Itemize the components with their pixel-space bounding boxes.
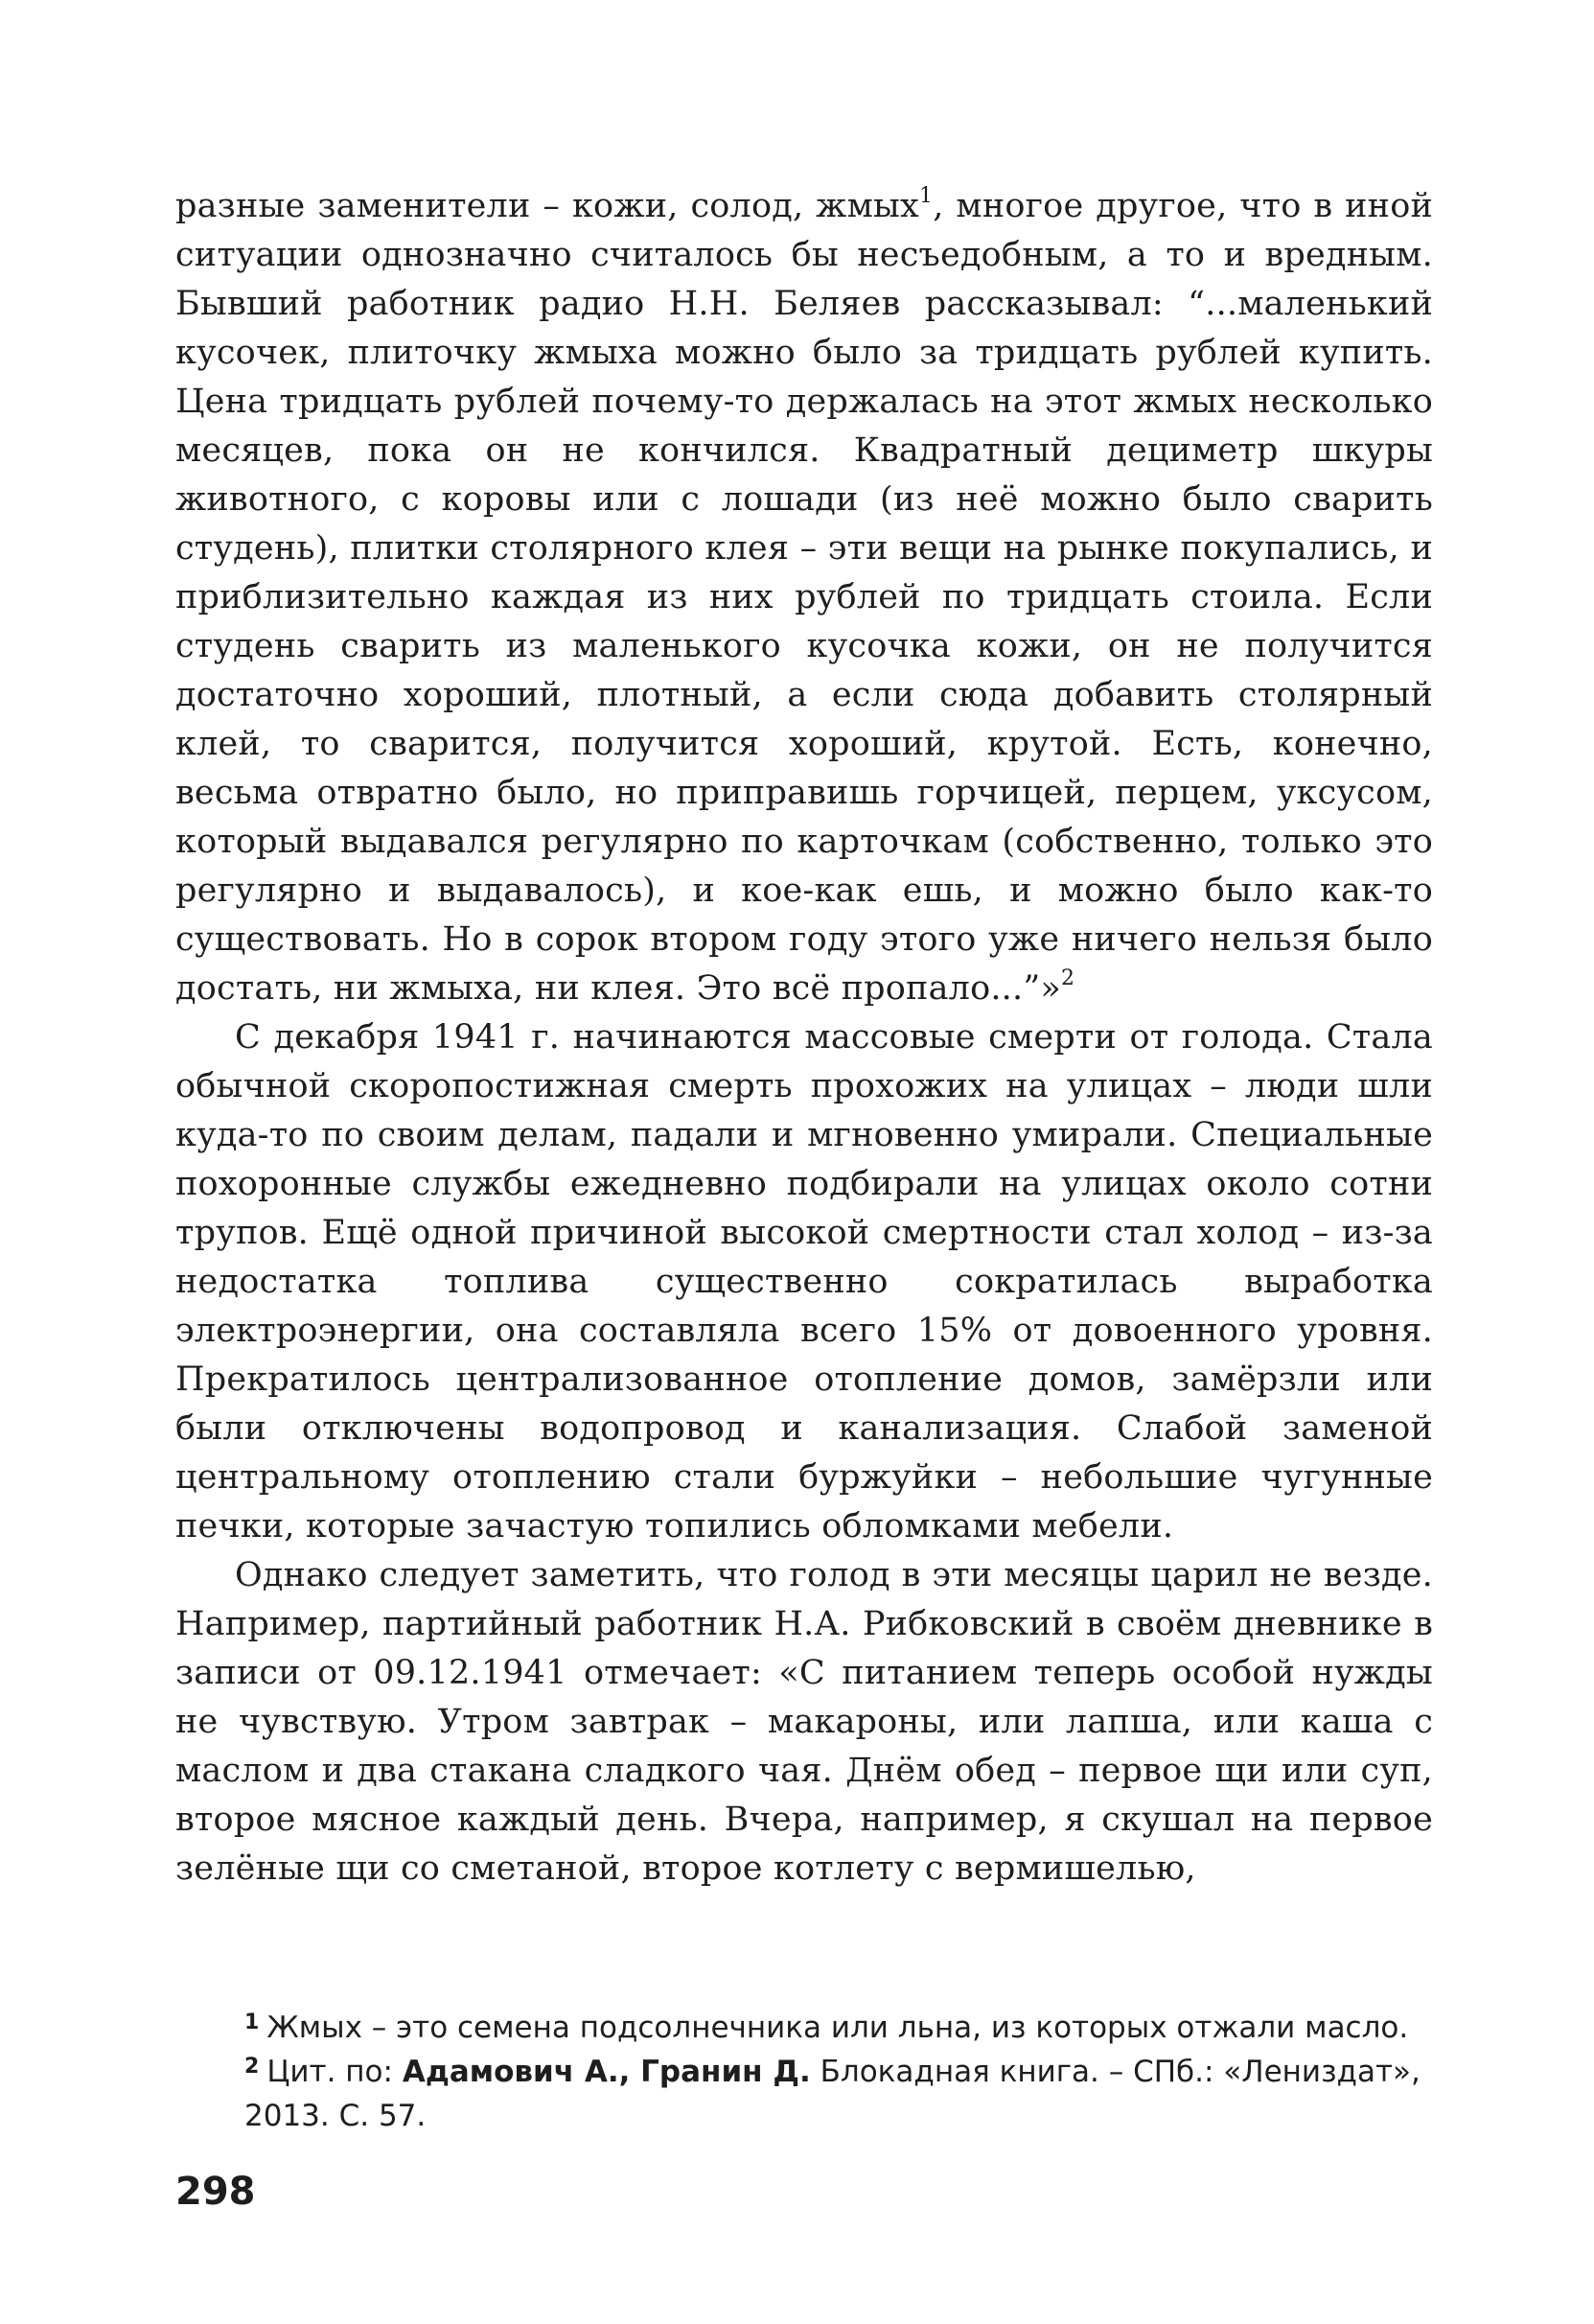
footnote-2-prefix: Цит. по: <box>266 2055 403 2089</box>
paragraph-1 <box>175 182 1433 1013</box>
page-number: 298 <box>175 2170 256 2214</box>
footnote-1-text: Жмых – это семена подсолнечника или льна, из которых отжали масло. <box>266 2010 1409 2045</box>
paragraph-1-text: разные заменители – кожи, солод, жмых <box>175 187 919 225</box>
footnote-2-text: Блокадная книга. – СПб.: «Лениздат», 2013. С. 57. <box>244 2055 1421 2133</box>
footnote-2-mark: 2 <box>244 2055 260 2079</box>
footnote-ref-1: 1 <box>919 184 934 209</box>
footnote-1 <box>244 2008 1433 2052</box>
paragraph-1-text-cont: , многое другое, что в иной ситуации однозначно считалось бы несъедобным, а то и вредным. Бывший работник радио Н.Н. Беляев рассказывал: “...маленький кусочек, плиточку жмыха можно было за тридцать рублей купить. Цена тридцать рублей почему-то держалась на этот жмых несколько месяцев, пока он не кончился. Квадратный дециметр шкуры животного, с коровы или с лошади (из неё можно было сварить студень), плитки столярного клея – эти вещи на рынке покупались, и приблизительно каждая из них рублей по тридцать стоила. Если студень сварить из маленького кусочка кожи, он не получится достаточно хороший, плотный, а если сюда добавить столярный клей, то сварится, получится хороший, крутой. Есть, конечно, весьма отвратно было, но приправишь горчицей, перцем, уксусом, который выдавался регулярно по карточкам (собственно, только это регулярно и выдавалось), и кое-как ешь, и можно было как-то существовать. Но в сорок втором году этого уже ничего нельзя было достать, ни жмыха, ни клея. Это всё пропало...”» <box>175 187 1433 1008</box>
footnote-ref-2: 2 <box>1061 966 1075 991</box>
main-text <box>175 182 1433 1894</box>
paragraph-2: С декабря 1941 г. начинаются массовые смерти от голода. Стала обычной скоропостижная смерть прохожих на улицах – люди шли куда-то по своим делам, падали и мгновенно умирали. Специальные похоронные службы ежедневно подбирали на улицах около сотни трупов. Ещё одной причиной высокой смертности стал холод – из-за недостатка топлива существенно сократилась выработка электроэнергии, она составляла всего 15% от довоенного уровня. Прекратилось централизованное отопление домов, замёрзли или были отключены водопровод и канализация. Слабой заменой центральному отоплению стали буржуйки – небольшие чугунные печки, которые зачастую топились обломками мебели. <box>175 1018 1433 1545</box>
footnotes <box>244 2008 1433 2137</box>
footnote-2 <box>244 2052 1433 2137</box>
footnote-2-author: Адамович А., Гранин Д. <box>402 2055 811 2089</box>
footnote-1-mark: 1 <box>244 2010 260 2034</box>
paragraph-3: Однако следует заметить, что голод в эти месяцы царил не везде. Например, партийный работник Н.А. Рибковский в своём дневнике в записи от 09.12.1941 отмечает: «С питанием теперь особой нужды не чувствую. Утром завтрак – макароны, или лапша, или каша с маслом и два стакана сладкого чая. Днём обед – первое щи или суп, второе мясное каждый день. Вчера, например, я скушал на первое зелёные щи со сметаной, второе котлету с вермишелью, <box>175 1556 1433 1888</box>
